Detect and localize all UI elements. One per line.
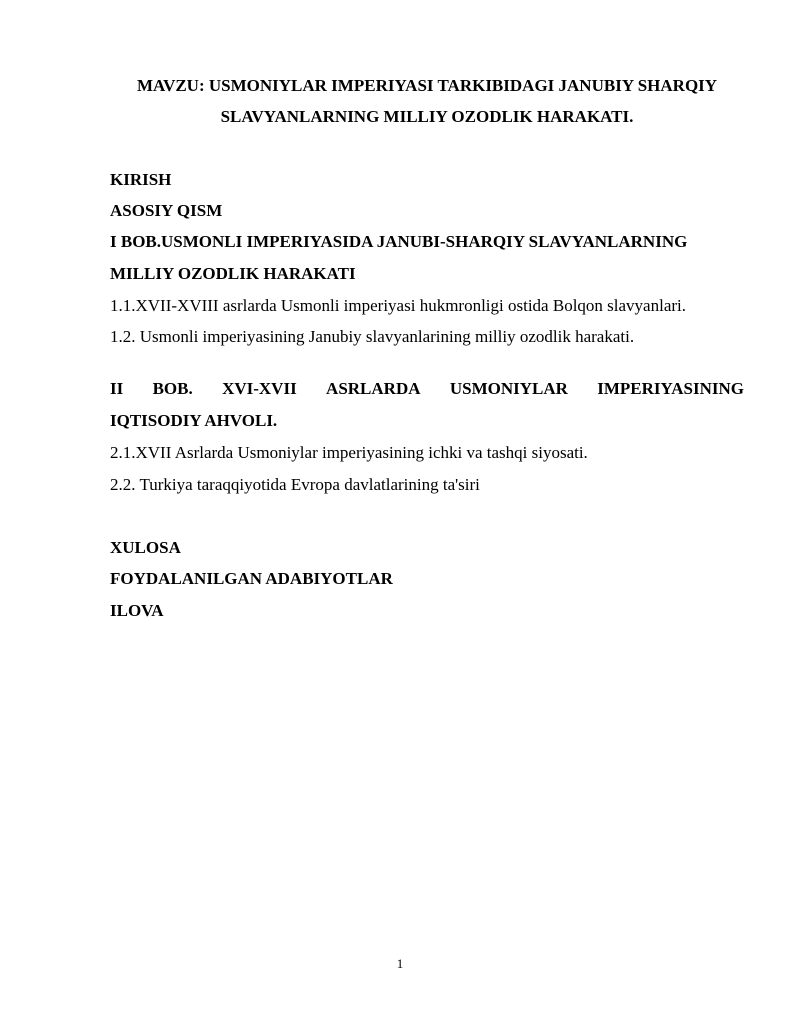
chapter2-word: II: [110, 379, 124, 398]
section-2-1: 2.1.XVII Asrlarda Usmoniylar imperiyasining ichki va tashqi siyosati.: [110, 443, 588, 462]
chapter2-word: XVI-XVII: [222, 379, 297, 398]
chapter1-heading-line1: I BOB.USMONLI IMPERIYASIDA JANUBI-SHARQIY SLAVYANLARNING: [110, 232, 688, 251]
chapter2-word: BOB.: [152, 379, 193, 398]
section-1-2: 1.2. Usmonli imperiyasining Janubiy slavyanlarining milliy ozodlik harakati.: [110, 327, 635, 346]
chapter2-word: ASRLARDA: [326, 379, 421, 398]
references-heading: FOYDALANILGAN ADABIYOTLAR: [110, 569, 393, 588]
document-title: [110, 70, 744, 132]
conclusion-heading: XULOSA: [110, 538, 181, 557]
main-part-heading: ASOSIY QISM: [110, 201, 223, 220]
chapter2-word: IMPERIYASINING: [597, 379, 744, 398]
section-1-1: 1.1.XVII-XVIII asrlarda Usmonli imperiyasi hukmronligi ostida Bolqon slavyanlari.: [110, 296, 686, 315]
chapter1-heading-line2: MILLIY OZODLIK HARAKATI: [110, 264, 356, 283]
intro-heading: KIRISH: [110, 170, 172, 189]
page-number: 1: [396, 956, 404, 971]
title-line-2: SLAVYANLARNING MILLIY OZODLIK HARAKATI.: [220, 107, 634, 126]
title-line-1: MAVZU: USMONIYLAR IMPERIYASI TARKIBIDAGI JANUBIY SHARQIY: [136, 76, 718, 95]
section-2-2: 2.2. Turkiya taraqqiyotida Evropa davlatlarining ta'siri: [110, 475, 480, 494]
appendix-heading: ILOVA: [110, 601, 164, 620]
chapter2-word: USMONIYLAR: [449, 379, 568, 398]
chapter2-heading-line1: [110, 379, 744, 399]
chapter2-heading-line2: IQTISODIY AHVOLI.: [110, 411, 278, 430]
